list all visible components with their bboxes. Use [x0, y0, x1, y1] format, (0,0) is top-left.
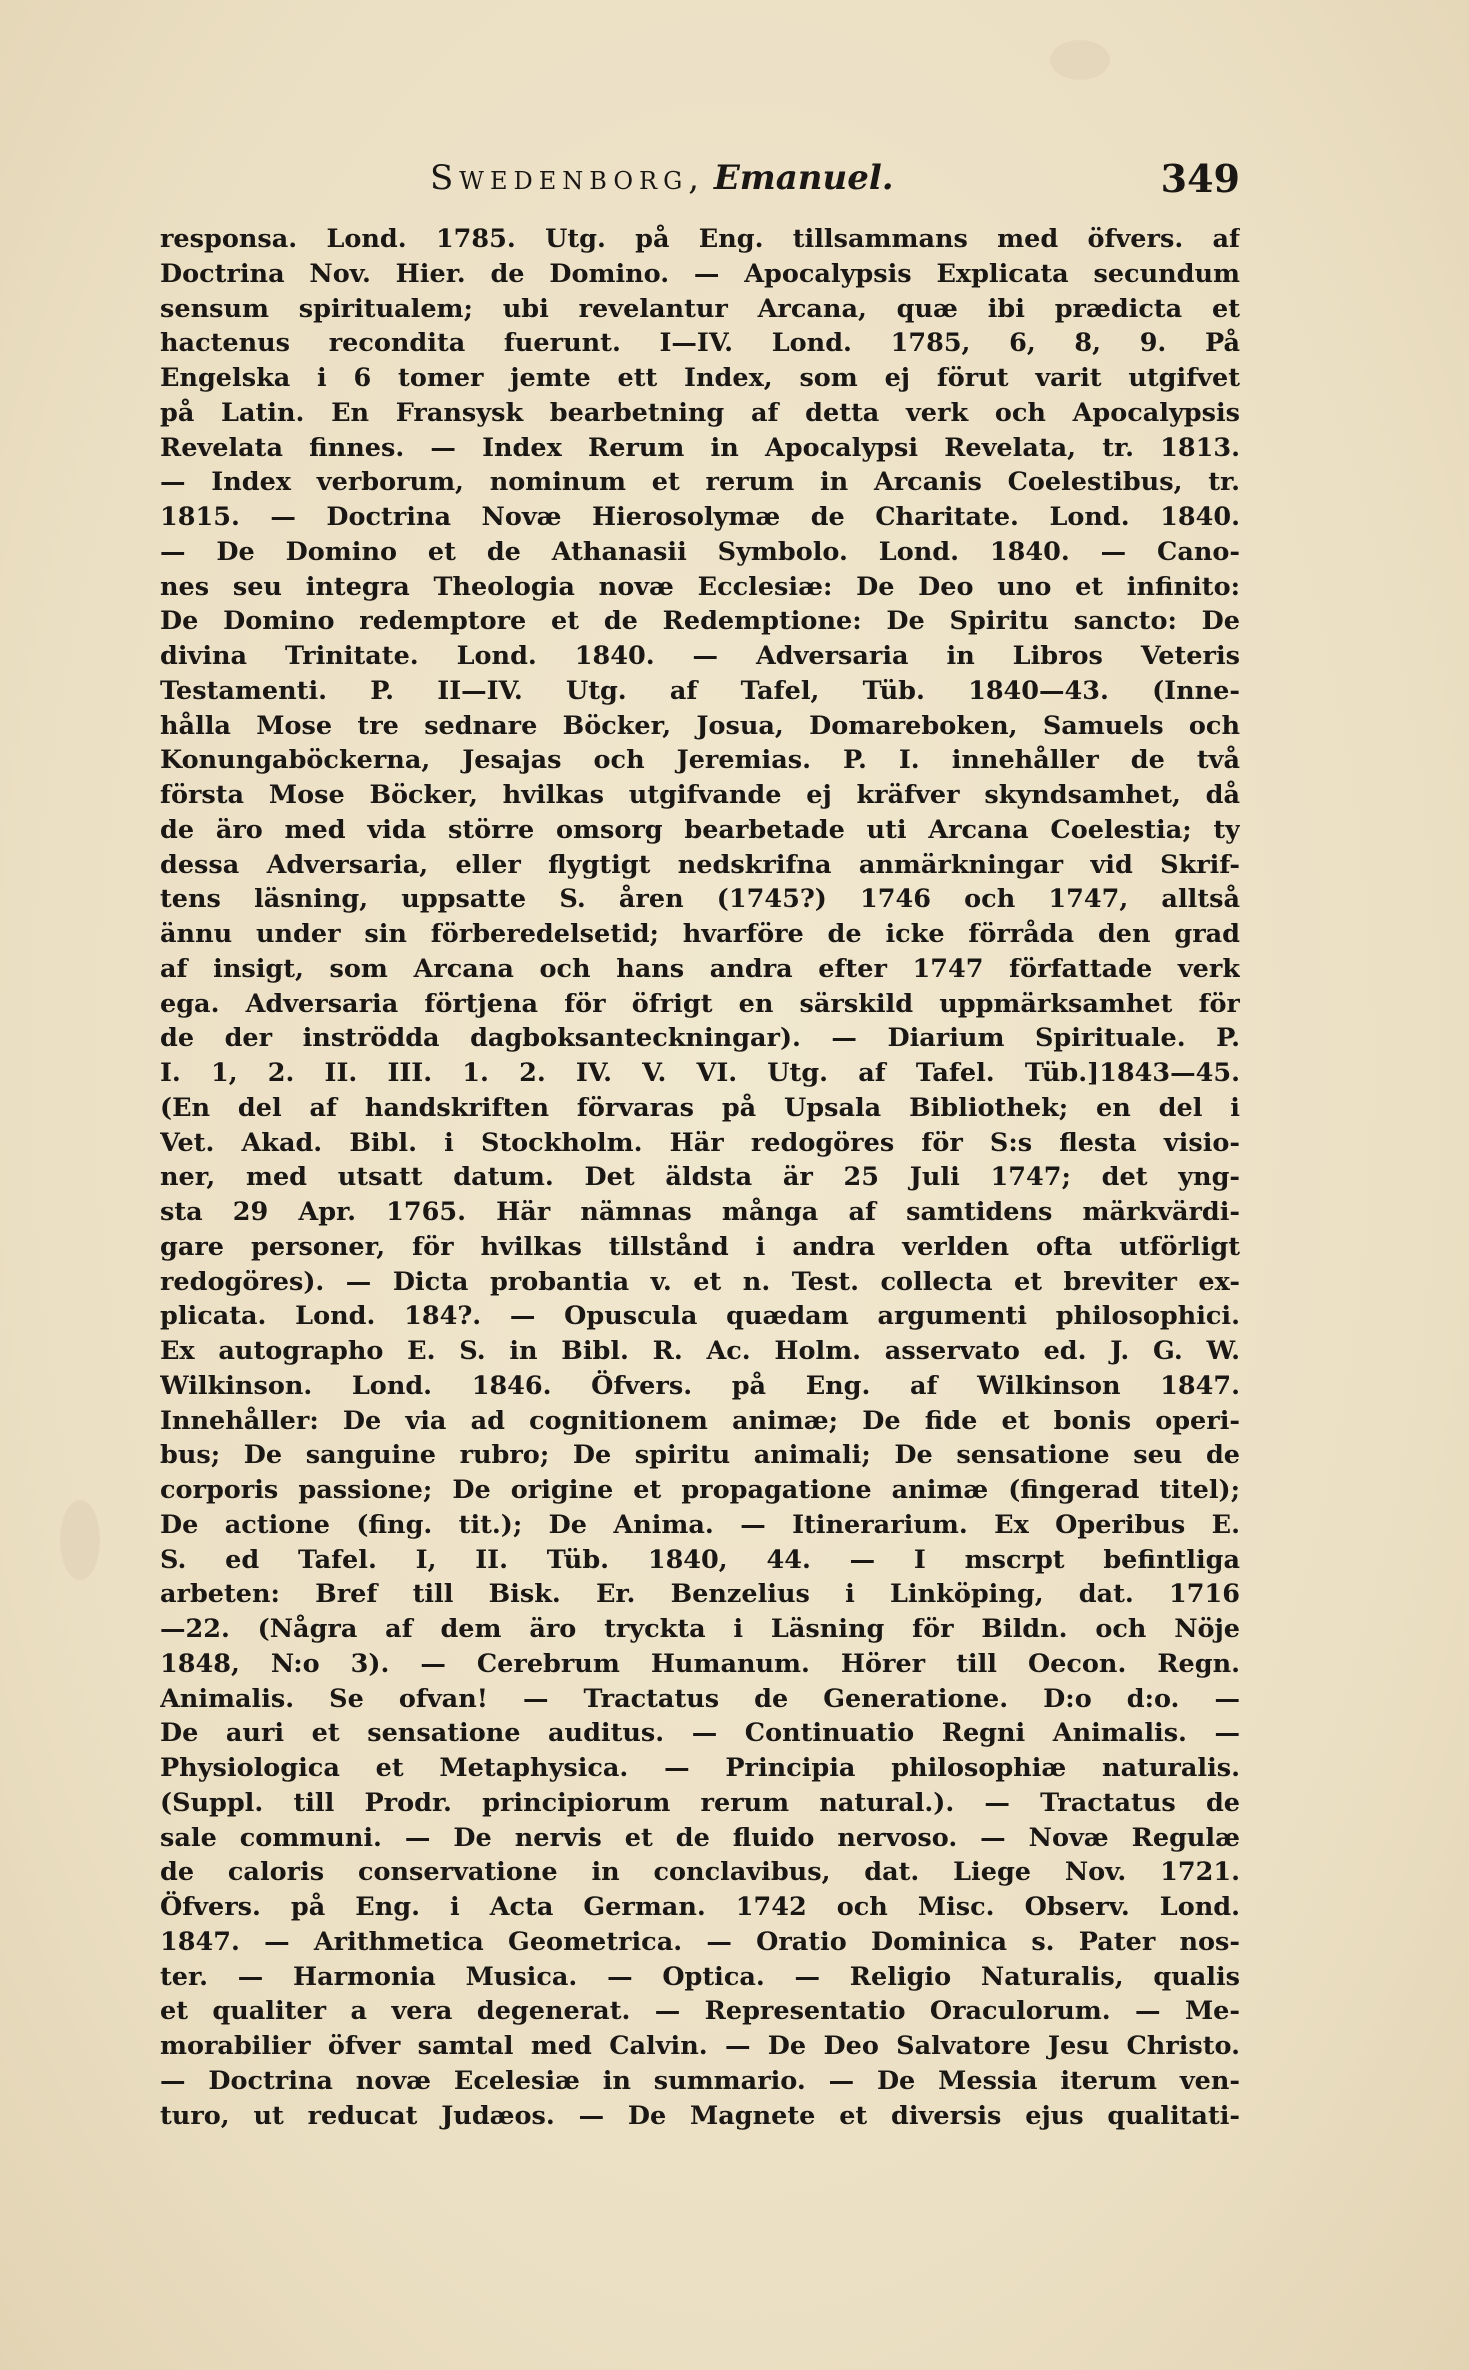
- text-line: första Mose Böcker, hvilkas utgifvande ej kräfver skyndsamhet, då: [160, 780, 1240, 810]
- text-line: De actione (fing. tit.); De Anima. — Itinerarium. Ex Operibus E.: [160, 1509, 1240, 1540]
- paper-stain: [1050, 40, 1110, 80]
- text-line: morabilier öfver samtal med Calvin. — De Deo Salvatore Jesu Christo.: [160, 2031, 1240, 2061]
- header-separator: ,: [688, 158, 700, 198]
- running-title: [430, 158, 894, 198]
- text-line: bus; De sanguine rubro; De spiritu animali; De sensatione seu de: [160, 1440, 1240, 1471]
- text-line: Ex autographo E. S. in Bibl. R. Ac. Holm. asservato ed. J. G. W.: [160, 1336, 1240, 1366]
- text-line: ter. — Harmonia Musica. — Optica. — Religio Naturalis, qualis: [160, 1961, 1240, 1992]
- text-line: arbeten: Bref till Bisk. Er. Benzelius i Linköping, dat. 1716: [160, 1579, 1240, 1610]
- text-line: de caloris conservatione in conclavibus, dat. Liege Nov. 1721.: [160, 1857, 1240, 1888]
- text-line: — Index verborum, nominum et rerum in Arcanis Coelestibus, tr.: [160, 467, 1240, 498]
- text-line: De auri et sensatione auditus. — Continuatio Regni Animalis. —: [160, 1718, 1240, 1749]
- running-header: [160, 150, 1240, 210]
- text-line: responsa. Lond. 1785. Utg. på Eng. tillsammans med öfvers. af: [160, 224, 1240, 254]
- text-line: et qualiter a vera degenerat. — Representatio Oraculorum. — Me-: [160, 1996, 1240, 2027]
- text-line: —22. (Några af dem äro tryckta i Läsning för Bildn. och Nöje: [160, 1614, 1240, 1644]
- text-line: plicata. Lond. 184?. — Opuscula quædam argumenti philosophici.: [160, 1301, 1240, 1332]
- text-line: af insigt, som Arcana och hans andra efter 1747 författade verk: [160, 953, 1240, 984]
- text-line: Öfvers. på Eng. i Acta German. 1742 och Misc. Observ. Lond.: [160, 1892, 1240, 1922]
- text-line: ner, med utsatt datum. Det äldsta är 25 Juli 1747; det yng-: [160, 1162, 1240, 1193]
- text-line: hactenus recondita fuerunt. I—IV. Lond. 1785, 6, 8, 9. På: [160, 328, 1240, 359]
- text-line: Revelata finnes. — Index Rerum in Apocalypsi Revelata, tr. 1813.: [160, 432, 1240, 463]
- text-line: 1815. — Doctrina Novæ Hierosolymæ de Charitate. Lond. 1840.: [160, 502, 1240, 532]
- text-line: (Suppl. till Prodr. principiorum rerum natural.). — Tractatus de: [160, 1787, 1240, 1818]
- text-line: sta 29 Apr. 1765. Här nämnas många af samtidens märkvärdi-: [160, 1197, 1240, 1227]
- text-line: gare personer, för hvilkas tillstånd i andra verlden ofta utförligt: [160, 1231, 1240, 1262]
- body-text: [160, 222, 1240, 2133]
- text-line: turo, ut reducat Judæos. — De Magnete et diversis ejus qualitati-: [160, 2100, 1240, 2131]
- text-line: Innehåller: De via ad cognitionem animæ; De fide et bonis operi-: [160, 1405, 1240, 1436]
- text-line: (En del af handskriften förvaras på Upsala Bibliothek; en del i: [160, 1092, 1240, 1123]
- text-line: I. 1, 2. II. III. 1. 2. IV. V. VI. Utg. af Tafel. Tüb.]1843—45.: [160, 1058, 1240, 1088]
- text-line: nes seu integra Theologia novæ Ecclesiæ: De Deo uno et infinito:: [160, 571, 1240, 602]
- text-line: redogöres). — Dicta probantia v. et n. Test. collecta et breviter ex-: [160, 1266, 1240, 1297]
- header-given-name: Emanuel.: [713, 158, 894, 198]
- text-line: divina Trinitate. Lond. 1840. — Adversaria in Libros Veteris: [160, 641, 1240, 671]
- text-line: Engelska i 6 tomer jemte ett Index, som ej förut varit utgifvet: [160, 363, 1240, 393]
- text-line: på Latin. En Fransysk bearbetning af detta verk och Apocalypsis: [160, 397, 1240, 428]
- text-line: ega. Adversaria förtjena för öfrigt en särskild uppmärksamhet för: [160, 988, 1240, 1019]
- text-line: tens läsning, uppsatte S. åren (1745?) 1746 och 1747, alltså: [160, 884, 1240, 915]
- text-line: de äro med vida större omsorg bearbetade uti Arcana Coelestia; ty: [160, 814, 1240, 845]
- text-line: ännu under sin förberedelsetid; hvarföre de icke förråda den grad: [160, 919, 1240, 949]
- text-line: 1847. — Arithmetica Geometrica. — Oratio Dominica s. Pater nos-: [160, 1926, 1240, 1957]
- text-line: Vet. Akad. Bibl. i Stockholm. Här redogöres för S:s flesta visio-: [160, 1127, 1240, 1158]
- text-line: De Domino redemptore et de Redemptione: De Spiritu sancto: De: [160, 606, 1240, 637]
- text-line: de der inströdda dagboksanteckningar). — Diarium Spirituale. P.: [160, 1023, 1240, 1054]
- page-number: 349: [1160, 156, 1240, 201]
- text-line: dessa Adversaria, eller flygtigt nedskrifna anmärkningar vid Skrif-: [160, 849, 1240, 880]
- text-line: sale communi. — De nervis et de fluido nervoso. — Novæ Regulæ: [160, 1822, 1240, 1853]
- text-line: Konungaböckerna, Jesajas och Jeremias. P. I. innehåller de två: [160, 745, 1240, 776]
- text-line: S. ed Tafel. I, II. Tüb. 1840, 44. — I mscrpt befintliga: [160, 1544, 1240, 1575]
- text-line: — Doctrina novæ Ecelesiæ in summario. — De Messia iterum ven-: [160, 2065, 1240, 2096]
- text-line: Testamenti. P. II—IV. Utg. af Tafel, Tüb. 1840—43. (Inne-: [160, 675, 1240, 706]
- text-line: Animalis. Se ofvan! — Tractatus de Generatione. D:o d:o. —: [160, 1683, 1240, 1714]
- paper-stain: [60, 1500, 100, 1580]
- text-line: 1848, N:o 3). — Cerebrum Humanum. Hörer till Oecon. Regn.: [160, 1648, 1240, 1679]
- header-surname: Swedenborg: [430, 158, 689, 198]
- text-line: Doctrina Nov. Hier. de Domino. — Apocalypsis Explicata secundum: [160, 258, 1240, 289]
- text-line: corporis passione; De origine et propagatione animæ (fingerad titel);: [160, 1475, 1240, 1505]
- text-line: sensum spiritualem; ubi revelantur Arcana, quæ ibi prædicta et: [160, 293, 1240, 324]
- text-line: Wilkinson. Lond. 1846. Öfvers. på Eng. af Wilkinson 1847.: [160, 1370, 1240, 1401]
- text-line: — De Domino et de Athanasii Symbolo. Lond. 1840. — Cano-: [160, 536, 1240, 567]
- text-line: hålla Mose tre sednare Böcker, Josua, Domareboken, Samuels och: [160, 710, 1240, 741]
- text-line: Physiologica et Metaphysica. — Principia philosophiæ naturalis.: [160, 1753, 1240, 1783]
